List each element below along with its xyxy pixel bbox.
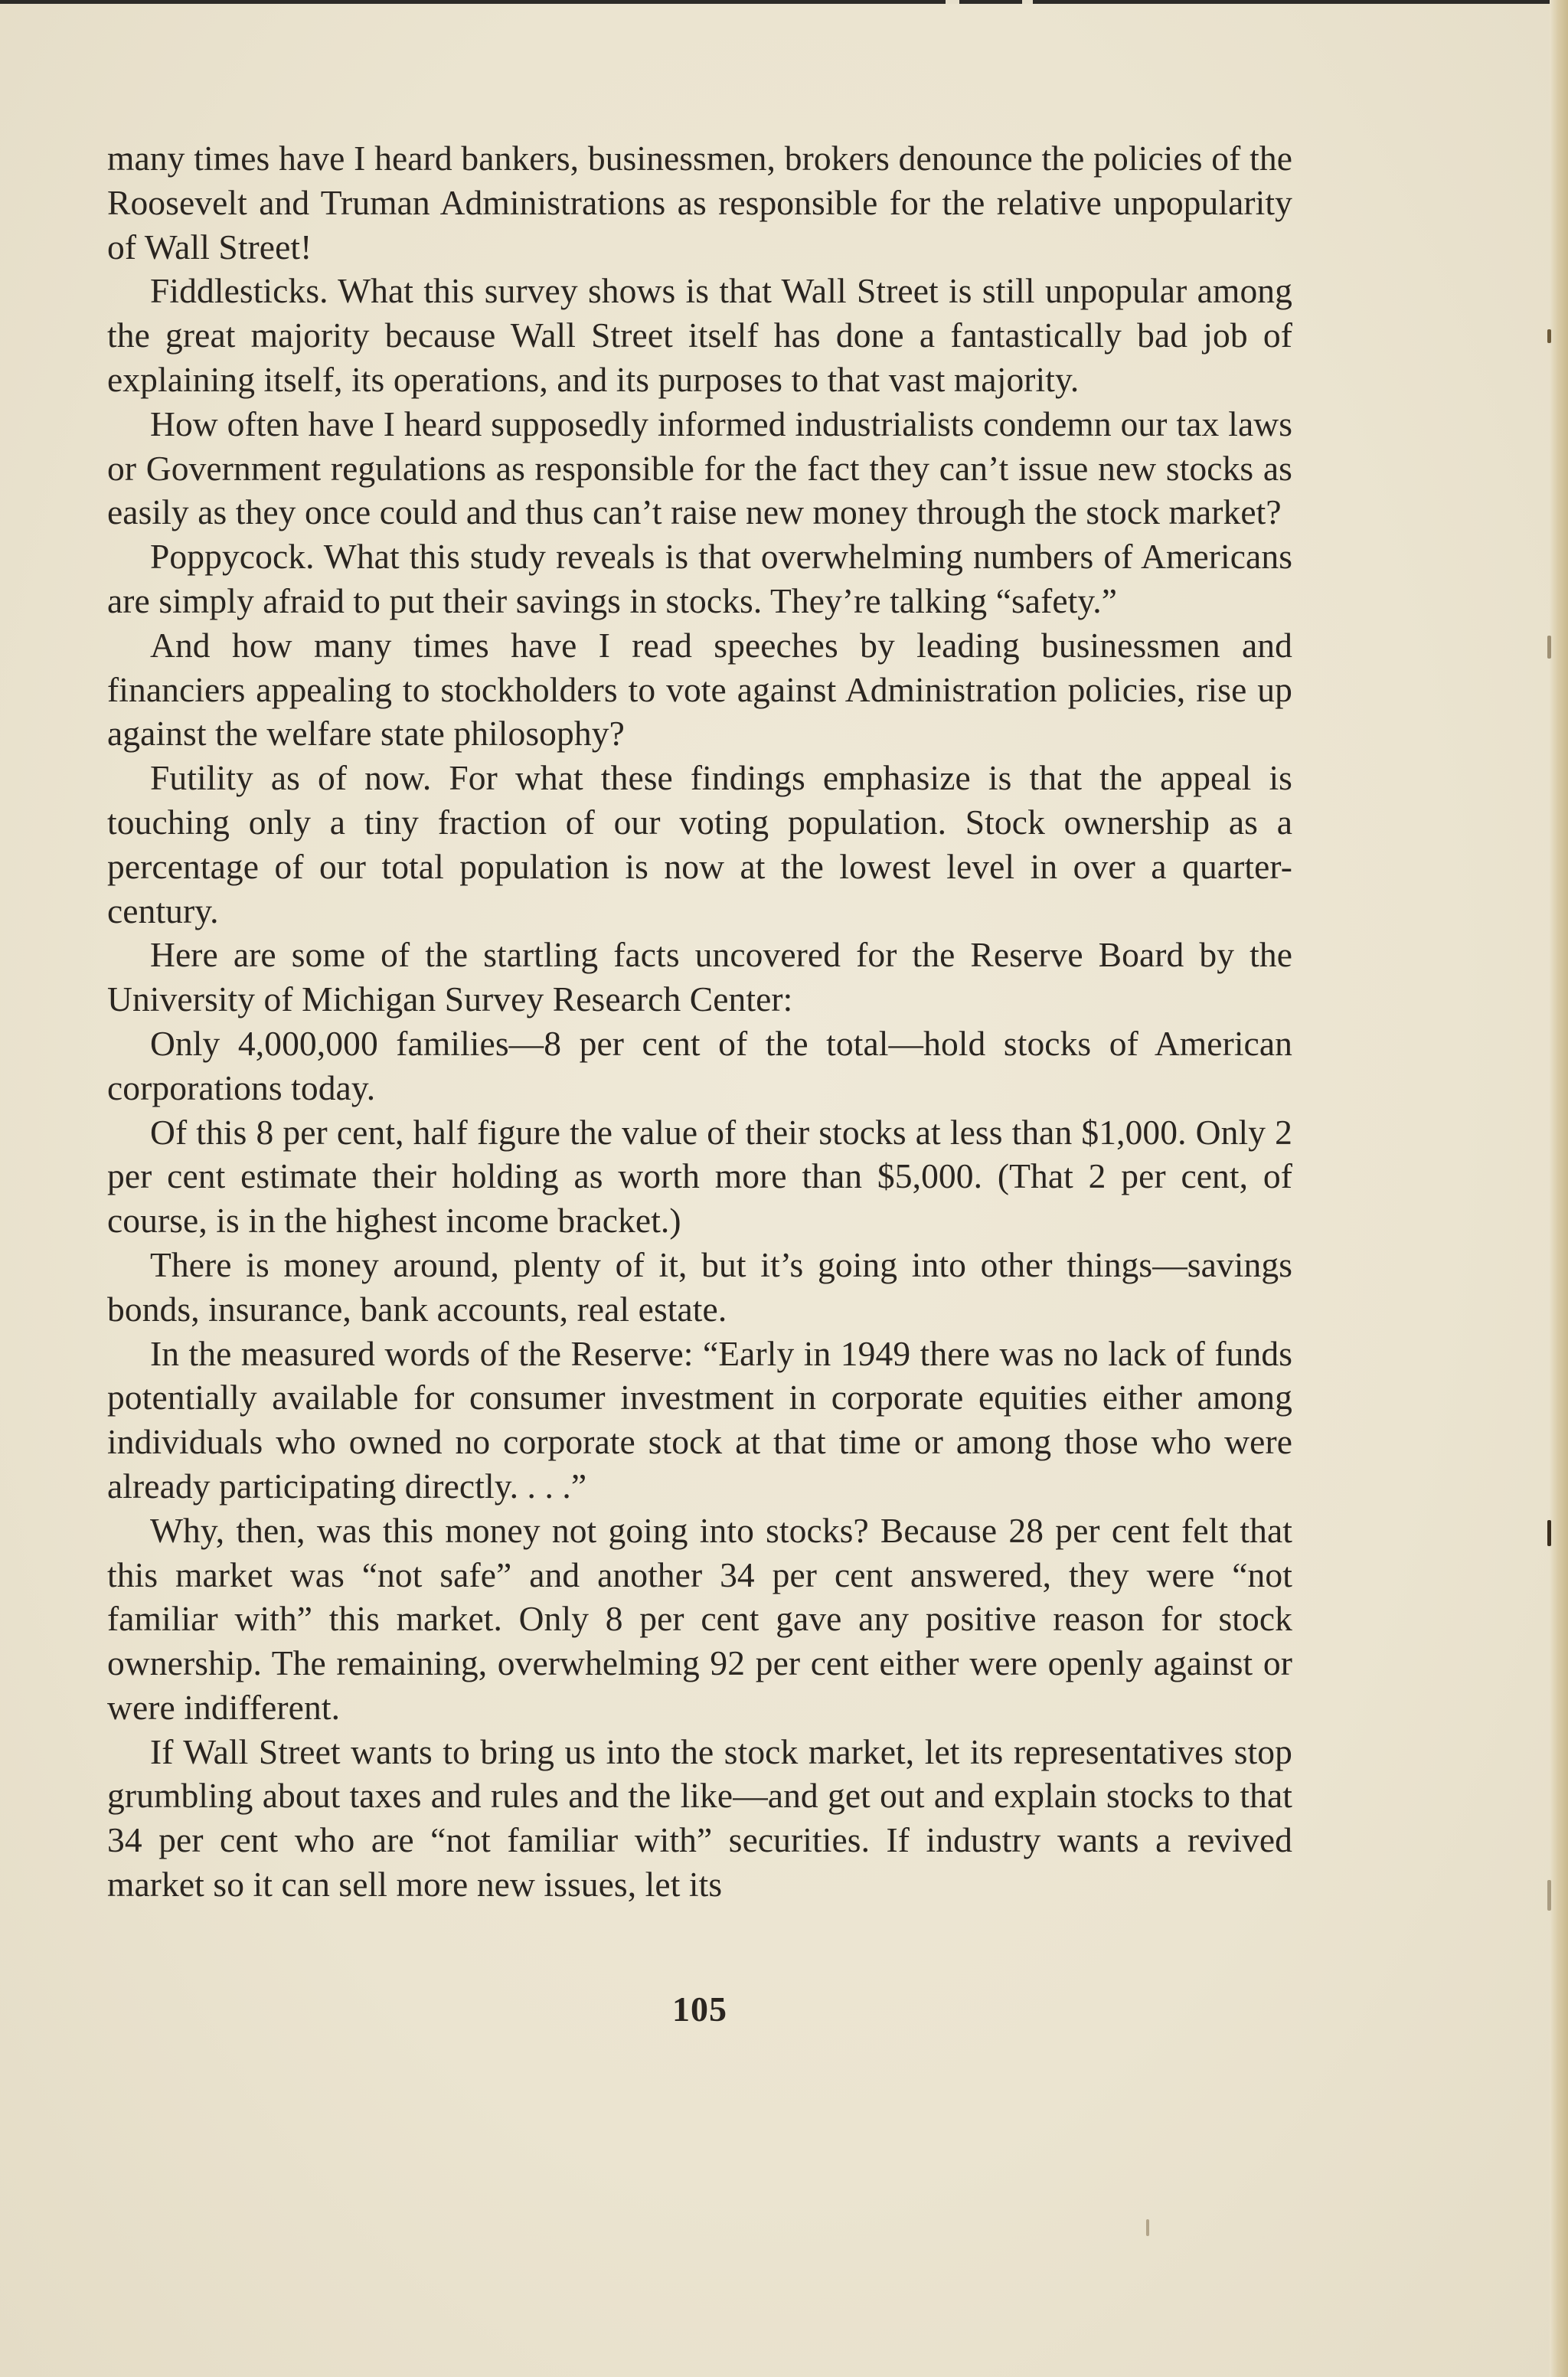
paragraph: Why, then, was this money not going into stocks? Because 28 per cent felt that this market was “not safe” and another 34 per cent answered, they were “not familiar with” this market. Only 8 per cent gave any positive reason for stock ownership. The remaining, overwhelming 92 per cent either were openly against or were indifferent. xyxy=(107,1510,1292,1727)
paragraph: Poppycock. What this study reveals is that overwhelming numbers of Americans are simply afraid to put their savings in stocks. They’re talking “safety.” xyxy=(107,537,1292,620)
page-number: 105 xyxy=(672,1990,727,2029)
edge-mark xyxy=(1547,1880,1551,1911)
edge-mark xyxy=(1547,1520,1551,1546)
paragraph: In the measured words of the Reserve: “Early in 1949 there was no lack of funds potentially available for consumer investment in corporate equities either among individuals who owned no corporate stock at that time or among those who were already participating directly. . . .” xyxy=(107,1333,1292,1506)
paragraph: How often have I heard supposedly informed industrialists condemn our tax laws or Government regulations as responsible for the fact they can’t issue new stocks as easily as they once could and thus can’t raise new money through the stock market? xyxy=(107,404,1292,532)
paragraph: Only 4,000,000 families—8 per cent of the total—hold stocks of American corporations today. xyxy=(107,1023,1292,1107)
paragraph: If Wall Street wants to bring us into the stock market, let its representatives stop grumbling about taxes and rules and the like—and get out and explain stocks to that 34 per cent who are “not familiar with” securities. If industry wants a revived market so it can sell more new issues, let its xyxy=(107,1731,1292,1905)
top-rule-gap xyxy=(1022,0,1033,4)
edge-mark xyxy=(1547,636,1551,659)
paper-speck xyxy=(1146,2219,1149,2236)
edge-mark xyxy=(1547,329,1551,343)
paragraph: Fiddlesticks. What this survey shows is that Wall Street is still unpopular among the great majority because Wall Street itself has done a fantastically bad job of explaining itself, its operations, and its purposes to that vast majority. xyxy=(107,271,1292,399)
paragraph: Of this 8 per cent, half figure the value of their stocks at less than $1,000. Only 2 per cent estimate their holding as worth more than $5,000. (That 2 per cent, of course, is in the highest income bracket.) xyxy=(107,1112,1292,1241)
paragraph: There is money around, plenty of it, but it’s going into other things—savings bonds, insurance, bank accounts, real estate. xyxy=(107,1244,1292,1329)
paragraph: Futility as of now. For what these findings emphasize is that the appeal is touching only a tiny fraction of our voting population. Stock ownership as a percentage of our total population is now at the lowest level in over a quarter-century. xyxy=(107,758,1292,930)
paragraph: And how many times have I read speeches by leading businessmen and financiers appealing to stockholders to vote against Administration policies, rise up against the welfare state philosophy? xyxy=(107,625,1292,754)
paragraph: Here are some of the startling facts uncovered for the Reserve Board by the University of Michigan Survey Research Center: xyxy=(107,935,1292,1019)
page-right-edge xyxy=(1550,0,1568,2377)
body-text xyxy=(107,136,1292,1907)
top-border-rule xyxy=(0,0,1568,4)
paragraph: many times have I heard bankers, businessmen, brokers denounce the policies of the Roosevelt and Truman Administrations as responsible for the relative unpopularity of Wall Street! xyxy=(107,139,1292,266)
top-rule-gap xyxy=(946,0,959,4)
